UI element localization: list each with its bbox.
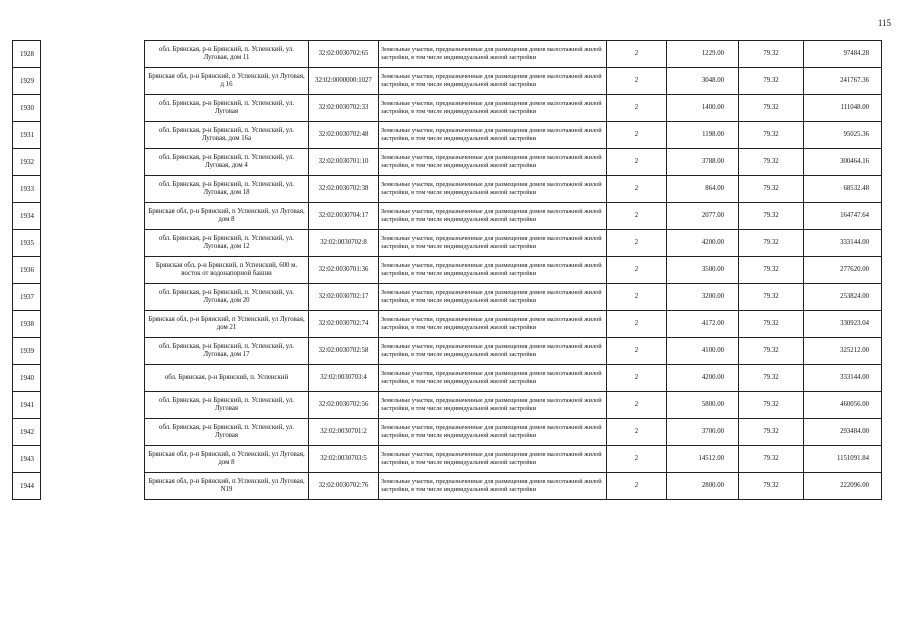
address-cell: обл. Брянская, р-н Брянский, п. Успенский, ул. Луговая, дом 11	[145, 41, 309, 68]
specific-value-cell: 79.32	[739, 392, 804, 419]
specific-value-cell: 79.32	[739, 365, 804, 392]
specific-value-cell: 79.32	[739, 95, 804, 122]
land-category-cell: Земельные участки, предназначенные для размещения домов малоэтажной жилой застройки, в том числе индивидуальной жилой застройки	[379, 284, 607, 311]
area-cell: 3200.00	[667, 284, 739, 311]
row-number-cell: 1937	[13, 284, 41, 311]
row-number-cell: 1931	[13, 122, 41, 149]
address-cell: обл. Брянская, р-н Брянский, п. Успенский, ул. Луговая	[145, 95, 309, 122]
class-cell: 2	[607, 203, 667, 230]
row-number-cell: 1939	[13, 338, 41, 365]
table-row	[145, 419, 882, 446]
cadastral-number-cell: 32:02:0030702:65	[309, 41, 379, 68]
class-cell: 2	[607, 419, 667, 446]
cadastral-value-cell: 277620.00	[804, 257, 882, 284]
row-number-row	[13, 176, 41, 203]
area-cell: 4200.00	[667, 230, 739, 257]
cadastral-number-cell: 32:02:0030704:17	[309, 203, 379, 230]
class-cell: 2	[607, 68, 667, 95]
class-cell: 2	[607, 311, 667, 338]
area-cell: 4100.00	[667, 338, 739, 365]
row-number-cell: 1941	[13, 392, 41, 419]
row-number-cell: 1934	[13, 203, 41, 230]
cadastral-number-cell: 32:02:0030702:17	[309, 284, 379, 311]
area-cell: 2800.00	[667, 473, 739, 500]
address-cell: Брянская обл, р-н Брянский, п Успенский, ул Луговая, дом 8	[145, 203, 309, 230]
area-cell: 3500.00	[667, 257, 739, 284]
cadastral-number-cell: 32:02:0000000:1027	[309, 68, 379, 95]
address-cell: Брянская обл, р-н Брянский, п Успенский, ул Луговая, N19	[145, 473, 309, 500]
cadastral-number-cell: 32:02:0030702:58	[309, 338, 379, 365]
address-cell: обл. Брянская, р-н Брянский, п. Успенский, ул. Луговая	[145, 419, 309, 446]
specific-value-cell: 79.32	[739, 41, 804, 68]
row-number-column	[12, 40, 41, 500]
specific-value-cell: 79.32	[739, 257, 804, 284]
table-row	[145, 122, 882, 149]
address-cell: Брянская обл, р-н Брянский, п Успенский, ул Луговая, д 16	[145, 68, 309, 95]
cadastral-number-cell: 32:02:0030702:8	[309, 230, 379, 257]
land-category-cell: Земельные участки, предназначенные для размещения домов малоэтажной жилой застройки, в том числе индивидуальной жилой застройки	[379, 95, 607, 122]
class-cell: 2	[607, 446, 667, 473]
area-cell: 5800.00	[667, 392, 739, 419]
land-category-cell: Земельные участки, предназначенные для размещения домов малоэтажной жилой застройки, в том числе индивидуальной жилой застройки	[379, 176, 607, 203]
cadastral-value-cell: 241767.36	[804, 68, 882, 95]
area-cell: 1400.00	[667, 95, 739, 122]
cadastral-value-cell: 1151091.84	[804, 446, 882, 473]
class-cell: 2	[607, 95, 667, 122]
area-cell: 1229.00	[667, 41, 739, 68]
table-row	[145, 338, 882, 365]
row-number-row	[13, 419, 41, 446]
specific-value-cell: 79.32	[739, 284, 804, 311]
table-row	[145, 41, 882, 68]
address-cell: Брянская обл, р-н Брянский, п Успенский, ул Луговая, дом 8	[145, 446, 309, 473]
cadastral-number-cell: 32:02:0030701:10	[309, 149, 379, 176]
row-number-row	[13, 149, 41, 176]
address-cell: обл. Брянская, р-н Брянский, п. Успенский	[145, 365, 309, 392]
land-category-cell: Земельные участки, предназначенные для размещения домов малоэтажной жилой застройки, в том числе индивидуальной жилой застройки	[379, 473, 607, 500]
table-row	[145, 149, 882, 176]
table-row	[145, 311, 882, 338]
cadastral-value-cell: 253824.00	[804, 284, 882, 311]
class-cell: 2	[607, 473, 667, 500]
cadastral-number-cell: 32:02:0030703:4	[309, 365, 379, 392]
row-number-cell: 1938	[13, 311, 41, 338]
address-cell: обл. Брянская, р-н Брянский, п. Успенский, ул. Луговая, дом 12	[145, 230, 309, 257]
class-cell: 2	[607, 149, 667, 176]
cadastral-number-cell: 32:02:0030702:33	[309, 95, 379, 122]
land-category-cell: Земельные участки, предназначенные для размещения домов малоэтажной жилой застройки, в том числе индивидуальной жилой застройки	[379, 41, 607, 68]
row-number-row	[13, 311, 41, 338]
class-cell: 2	[607, 230, 667, 257]
table-row	[145, 284, 882, 311]
row-number-cell: 1930	[13, 95, 41, 122]
cadastral-value-cell: 111048.00	[804, 95, 882, 122]
cadastral-value-cell: 460056.00	[804, 392, 882, 419]
land-plots-table	[144, 40, 882, 500]
row-number-row	[13, 68, 41, 95]
cadastral-value-cell: 325212.00	[804, 338, 882, 365]
specific-value-cell: 79.32	[739, 149, 804, 176]
row-number-row	[13, 41, 41, 68]
class-cell: 2	[607, 365, 667, 392]
cadastral-value-cell: 293484.00	[804, 419, 882, 446]
area-cell: 14512.00	[667, 446, 739, 473]
land-category-cell: Земельные участки, предназначенные для размещения домов малоэтажной жилой застройки, в том числе индивидуальной жилой застройки	[379, 230, 607, 257]
land-category-cell: Земельные участки, предназначенные для размещения домов малоэтажной жилой застройки, в том числе индивидуальной жилой застройки	[379, 392, 607, 419]
address-cell: обл. Брянская, р-н Брянский, п. Успенский, ул. Луговая, дом 4	[145, 149, 309, 176]
land-category-cell: Земельные участки, предназначенные для размещения домов малоэтажной жилой застройки, в том числе индивидуальной жилой застройки	[379, 203, 607, 230]
cadastral-number-cell: 32:02:0030703:5	[309, 446, 379, 473]
class-cell: 2	[607, 41, 667, 68]
table-row	[145, 68, 882, 95]
specific-value-cell: 79.32	[739, 176, 804, 203]
cadastral-value-cell: 68532.48	[804, 176, 882, 203]
address-cell: обл. Брянская, р-н Брянский, п. Успенский, ул. Луговая, дом 20	[145, 284, 309, 311]
cadastral-value-cell: 300464.16	[804, 149, 882, 176]
area-cell: 3048.00	[667, 68, 739, 95]
table-row	[145, 257, 882, 284]
cadastral-number-cell: 32:02:0030702:48	[309, 122, 379, 149]
address-cell: Брянская обл, р-н Брянский, п Успенский, ул Луговая, дом 21	[145, 311, 309, 338]
cadastral-number-cell: 32:02:0030702:76	[309, 473, 379, 500]
table-row	[145, 230, 882, 257]
class-cell: 2	[607, 257, 667, 284]
row-number-row	[13, 95, 41, 122]
specific-value-cell: 79.32	[739, 122, 804, 149]
table-row	[145, 203, 882, 230]
row-number-cell: 1942	[13, 419, 41, 446]
area-cell: 1198.00	[667, 122, 739, 149]
land-category-cell: Земельные участки, предназначенные для размещения домов малоэтажной жилой застройки, в том числе индивидуальной жилой застройки	[379, 122, 607, 149]
area-cell: 3700.00	[667, 419, 739, 446]
row-number-cell: 1940	[13, 365, 41, 392]
row-number-cell: 1944	[13, 473, 41, 500]
row-number-cell: 1932	[13, 149, 41, 176]
row-number-row	[13, 122, 41, 149]
row-number-row	[13, 365, 41, 392]
cadastral-number-cell: 32:02:0030702:56	[309, 392, 379, 419]
class-cell: 2	[607, 284, 667, 311]
address-cell: обл. Брянская, р-н Брянский, п. Успенский, ул. Луговая, дом 18	[145, 176, 309, 203]
specific-value-cell: 79.32	[739, 230, 804, 257]
row-number-cell: 1935	[13, 230, 41, 257]
cadastral-value-cell: 97484.28	[804, 41, 882, 68]
cadastral-value-cell: 95025.36	[804, 122, 882, 149]
row-number-cell: 1933	[13, 176, 41, 203]
class-cell: 2	[607, 176, 667, 203]
land-category-cell: Земельные участки, предназначенные для размещения домов малоэтажной жилой застройки, в том числе индивидуальной жилой застройки	[379, 149, 607, 176]
cadastral-value-cell: 333144.00	[804, 365, 882, 392]
land-category-cell: Земельные участки, предназначенные для размещения домов малоэтажной жилой застройки, в том числе индивидуальной жилой застройки	[379, 365, 607, 392]
table-row	[145, 392, 882, 419]
table-row	[145, 473, 882, 500]
cadastral-value-cell: 333144.00	[804, 230, 882, 257]
specific-value-cell: 79.32	[739, 68, 804, 95]
row-number-cell: 1928	[13, 41, 41, 68]
row-number-row	[13, 230, 41, 257]
row-number-row	[13, 338, 41, 365]
table-row	[145, 95, 882, 122]
area-cell: 864.00	[667, 176, 739, 203]
specific-value-cell: 79.32	[739, 311, 804, 338]
row-number-row	[13, 446, 41, 473]
row-number-row	[13, 257, 41, 284]
land-category-cell: Земельные участки, предназначенные для размещения домов малоэтажной жилой застройки, в том числе индивидуальной жилой застройки	[379, 446, 607, 473]
class-cell: 2	[607, 338, 667, 365]
row-number-row	[13, 392, 41, 419]
cadastral-value-cell: 330923.04	[804, 311, 882, 338]
row-number-cell: 1929	[13, 68, 41, 95]
specific-value-cell: 79.32	[739, 338, 804, 365]
address-cell: обл. Брянская, р-н Брянский, п. Успенский, ул. Луговая	[145, 392, 309, 419]
specific-value-cell: 79.32	[739, 446, 804, 473]
page-number: 115	[877, 18, 891, 28]
specific-value-cell: 79.32	[739, 203, 804, 230]
row-number-row	[13, 284, 41, 311]
cadastral-value-cell: 222096.00	[804, 473, 882, 500]
row-number-cell: 1936	[13, 257, 41, 284]
cadastral-number-cell: 32:02:0030701:2	[309, 419, 379, 446]
specific-value-cell: 79.32	[739, 473, 804, 500]
address-cell: Брянская обл, р-н Брянский, п Успенский, 600 м. восток от водонапорной башни	[145, 257, 309, 284]
land-category-cell: Земельные участки, предназначенные для размещения домов малоэтажной жилой застройки, в том числе индивидуальной жилой застройки	[379, 311, 607, 338]
cadastral-number-cell: 32:02:0030701:36	[309, 257, 379, 284]
cadastral-number-cell: 32:02:0030702:38	[309, 176, 379, 203]
land-category-cell: Земельные участки, предназначенные для размещения домов малоэтажной жилой застройки, в том числе индивидуальной жилой застройки	[379, 338, 607, 365]
row-number-cell: 1943	[13, 446, 41, 473]
land-category-cell: Земельные участки, предназначенные для размещения домов малоэтажной жилой застройки, в том числе индивидуальной жилой застройки	[379, 419, 607, 446]
area-cell: 3788.00	[667, 149, 739, 176]
row-number-row	[13, 203, 41, 230]
class-cell: 2	[607, 392, 667, 419]
area-cell: 4200.00	[667, 365, 739, 392]
area-cell: 2077.00	[667, 203, 739, 230]
class-cell: 2	[607, 122, 667, 149]
land-category-cell: Земельные участки, предназначенные для размещения домов малоэтажной жилой застройки, в том числе индивидуальной жилой застройки	[379, 68, 607, 95]
cadastral-number-cell: 32:02:0030702:74	[309, 311, 379, 338]
table-row	[145, 446, 882, 473]
address-cell: обл. Брянская, р-н Брянский, п. Успенский, ул. Луговая, дом 16а	[145, 122, 309, 149]
specific-value-cell: 79.32	[739, 419, 804, 446]
cadastral-value-cell: 164747.64	[804, 203, 882, 230]
row-number-row	[13, 473, 41, 500]
table-row	[145, 176, 882, 203]
address-cell: обл. Брянская, р-н Брянский, п. Успенский, ул. Луговая, дом 17	[145, 338, 309, 365]
table-row	[145, 365, 882, 392]
area-cell: 4172.00	[667, 311, 739, 338]
land-category-cell: Земельные участки, предназначенные для размещения домов малоэтажной жилой застройки, в том числе индивидуальной жилой застройки	[379, 257, 607, 284]
